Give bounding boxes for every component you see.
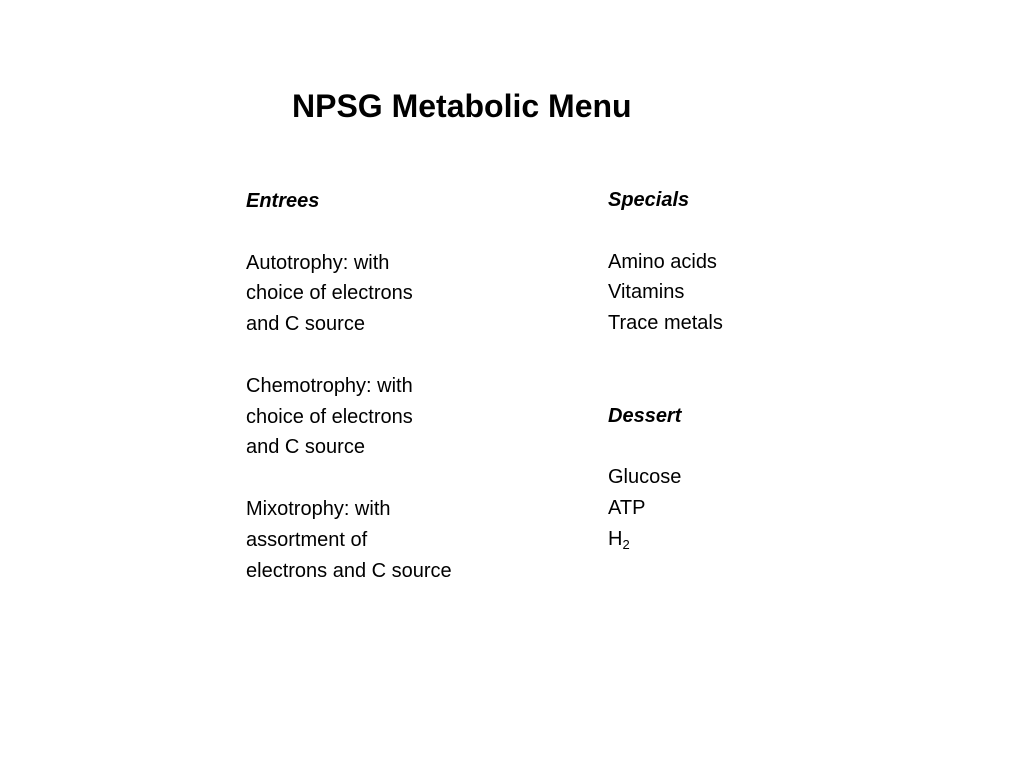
entree-line: and C source [246,436,365,459]
entree-line: choice of electrons [246,405,413,428]
entree-line: electrons and C source [246,559,452,582]
entree-autotrophy [246,248,566,340]
entree-chemotrophy [246,371,566,463]
entrees-heading: Entrees [246,190,320,212]
entree-mixotrophy [246,494,566,586]
special-item-amino-acids: Amino acids [608,250,717,273]
entree-line: Chemotrophy: with [246,374,413,397]
page-title: NPSG Metabolic Menu [292,88,632,124]
special-item-trace-metals: Trace metals [608,312,723,335]
dessert-item-atp: ATP [608,496,646,519]
specials-heading: Specials [608,189,690,211]
dessert-item-glucose: Glucose [608,466,682,489]
spacer [608,216,908,247]
spacer [246,463,566,494]
dessert-item-h2 [608,524,908,555]
entree-line: assortment of [246,528,368,551]
entree-line: Autotrophy: with [246,251,390,274]
spacer [608,339,908,401]
special-item-vitamins: Vitamins [608,281,685,304]
specials-dessert-column [608,185,908,555]
spacer [246,217,566,248]
h2-base: H [608,527,623,550]
entree-line: Mixotrophy: with [246,497,391,520]
dessert-heading: Dessert [608,404,682,427]
spacer [608,431,908,462]
entree-line: choice of electrons [246,282,413,305]
spacer [246,340,566,371]
entree-line: and C source [246,313,365,336]
entrees-column [246,186,566,586]
h2-subscript: 2 [622,536,630,552]
